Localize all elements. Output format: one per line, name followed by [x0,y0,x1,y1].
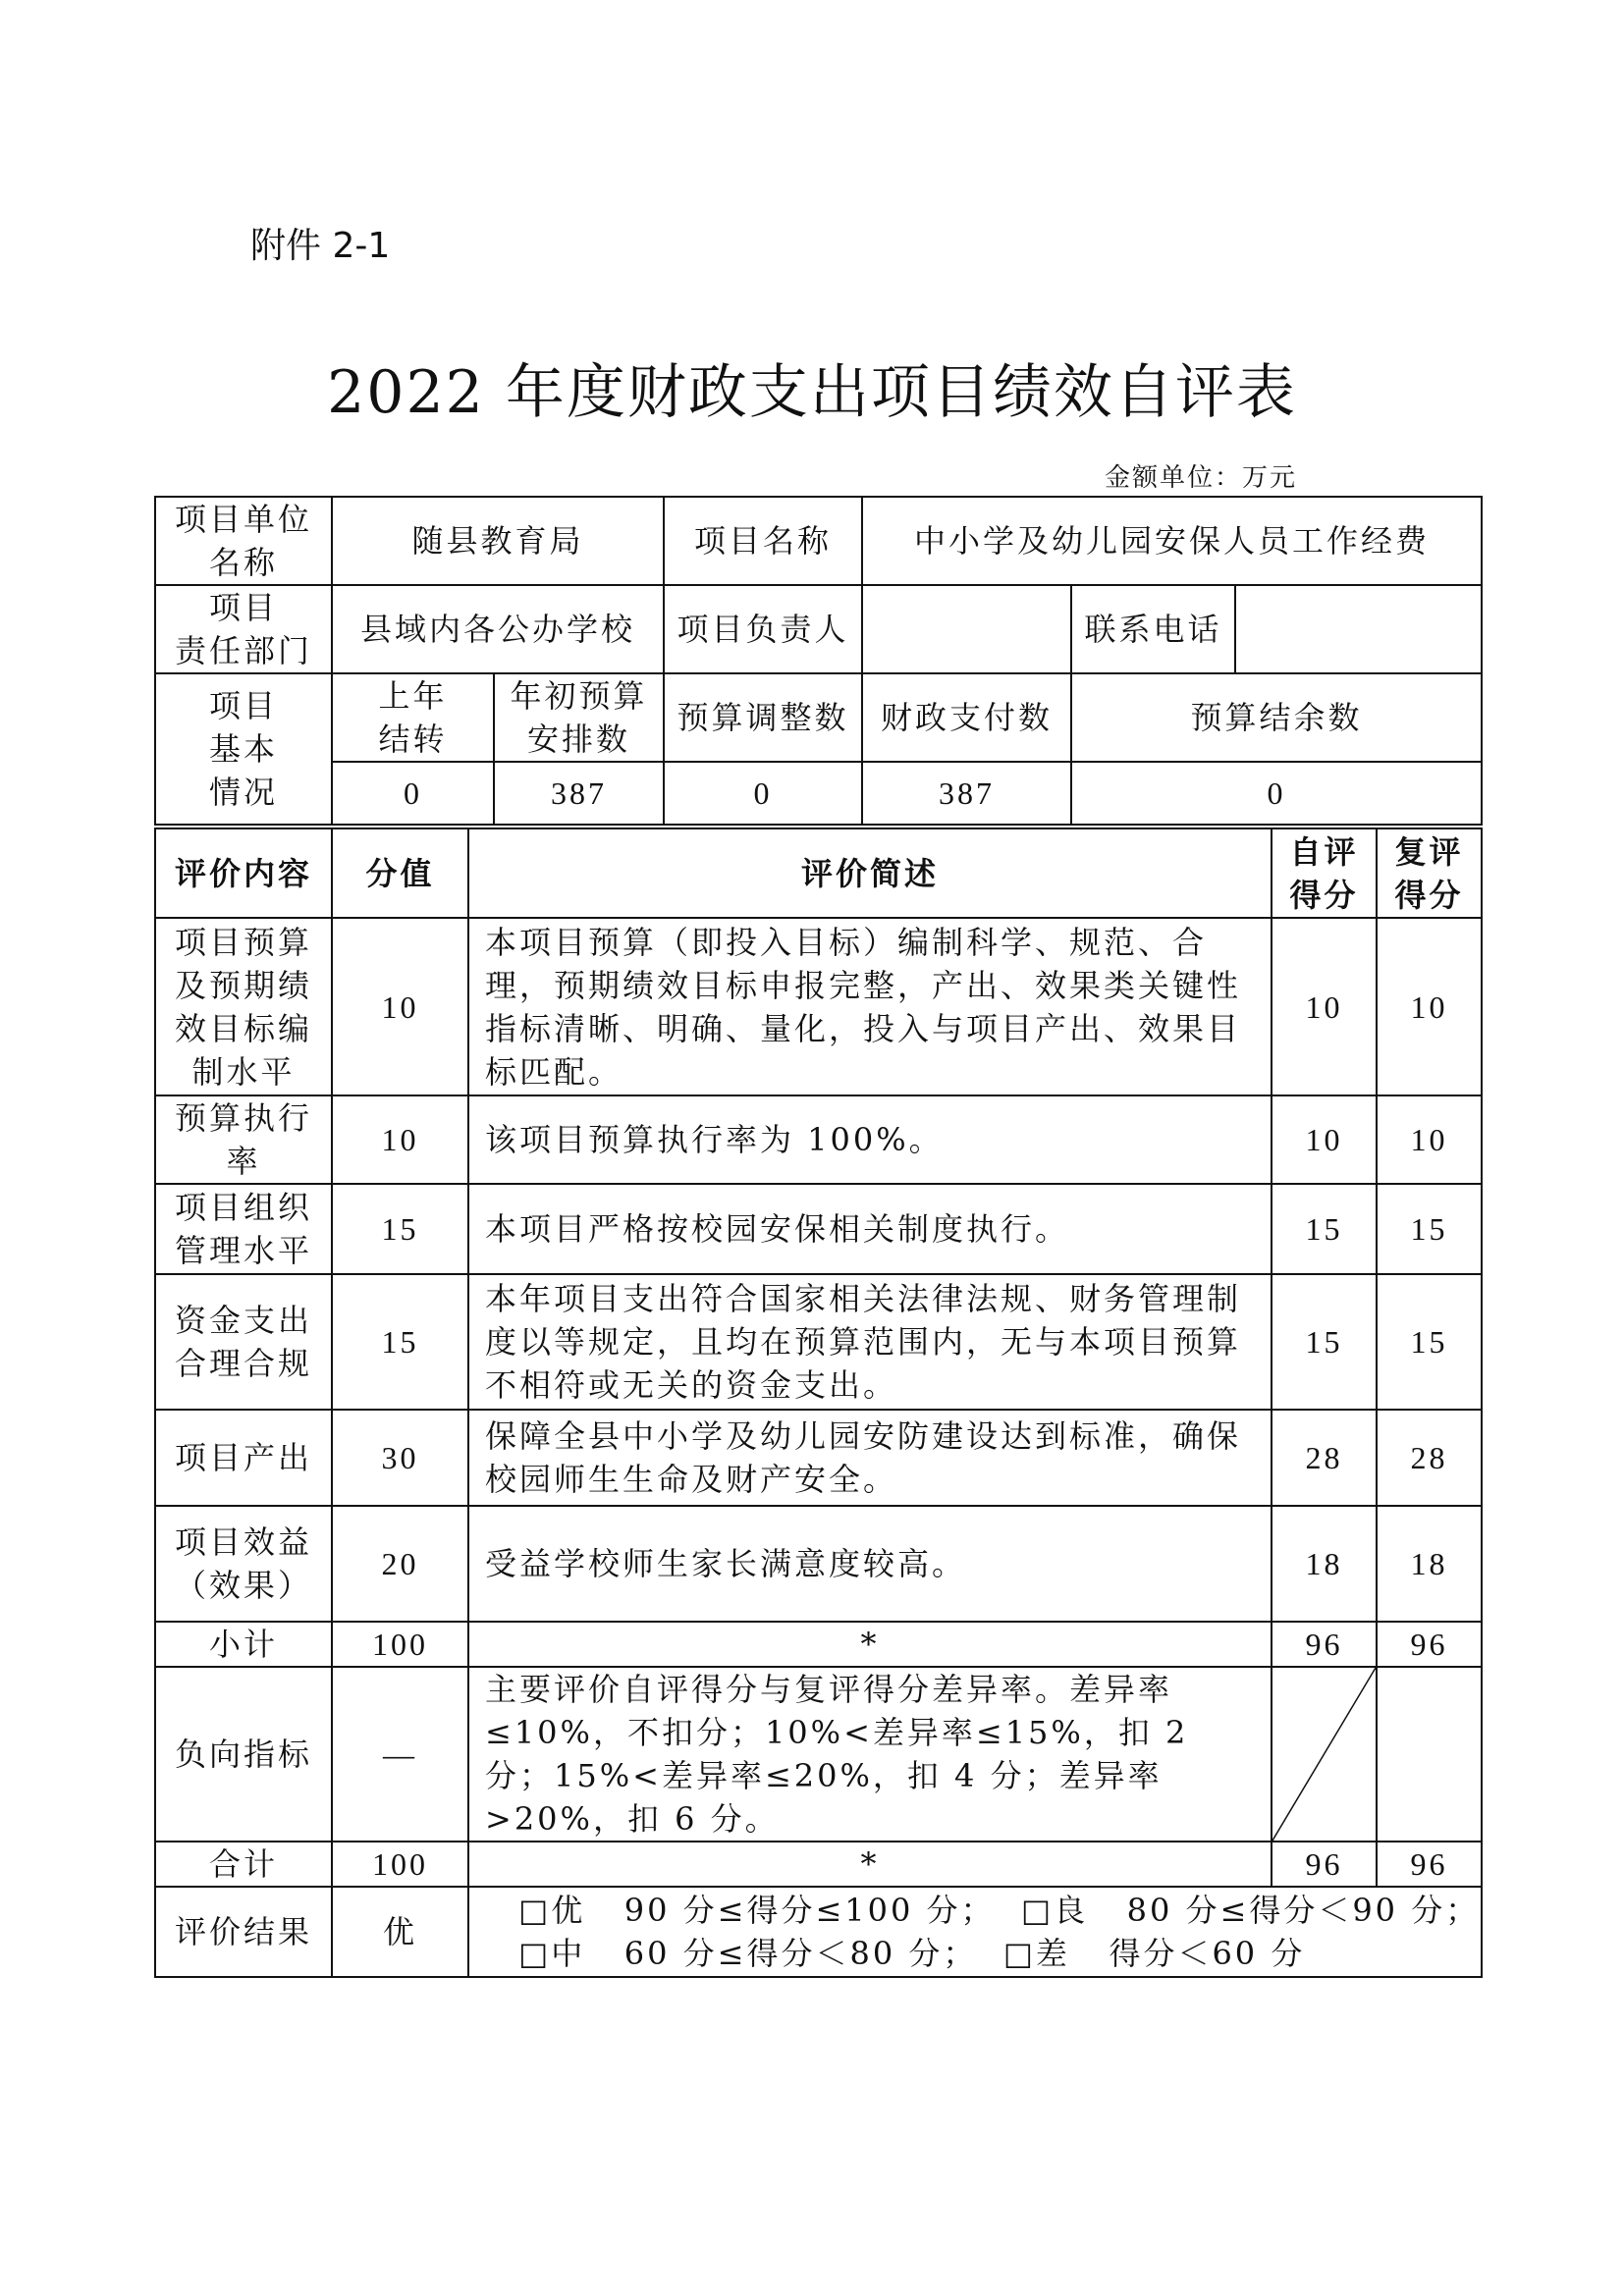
basic-info-label: 项目 基本 情况 [155,673,332,825]
result-grade: 优 [332,1887,468,1977]
row-self-score: 18 [1272,1506,1377,1622]
review-score-header: 复评得分 [1377,828,1482,918]
total-self-score: 96 [1272,1842,1377,1887]
row-review-score: 10 [1377,1095,1482,1184]
total-review-score: 96 [1377,1842,1482,1887]
row-score: 15 [332,1184,468,1274]
attachment-label: 附件 2-1 [250,226,391,266]
page-title: 2022 年度财政支出项目绩效自评表 [327,358,1297,427]
row-score: 10 [332,918,468,1095]
summary-header: 评价简述 [468,828,1272,918]
row-content: 预算执行率 [155,1095,332,1184]
leader-label: 项目负责人 [664,585,862,673]
row-score: 15 [332,1274,468,1410]
table-row [155,1095,1482,1184]
table-row [155,1410,1482,1506]
negative-summary: 主要评价自评得分与复评得分差异率。差异率≤10%，不扣分；10%<差异率≤15%，扣 2 分；15%<差异率≤20%，扣 4 分；差异率>20%，扣 6 分。 [468,1667,1272,1842]
table-row [155,918,1482,1095]
row-content: 项目效益（效果） [155,1506,332,1622]
score-header: 分值 [332,828,468,918]
table-row [155,1274,1482,1410]
diagonal-slash-cell [1272,1667,1377,1842]
row-content: 项目产出 [155,1410,332,1506]
dept-label: 项目 责任部门 [155,585,332,673]
grade-options [468,1887,1482,1977]
unit-name-label: 项目单位名称 [155,497,332,585]
result-label: 评价结果 [155,1887,332,1977]
negative-review-empty [1377,1667,1482,1842]
project-info-table [154,496,1483,826]
initial-budget-header: 年初预算 安排数 [494,673,664,762]
row-summary: 本项目预算（即投入目标）编制科学、规范、合理，预期绩效目标申报完整，产出、效果类关键性指标清晰、明确、量化，投入与项目产出、效果目标匹配。 [468,918,1272,1095]
subtotal-self-score: 96 [1272,1622,1377,1667]
diagonal-line [1272,1668,1376,1841]
budget-balance-value: 0 [1071,762,1482,825]
dept-value: 县域内各公办学校 [332,585,664,673]
fiscal-paid-header: 财政支付数 [862,673,1071,762]
project-name-value: 中小学及幼儿园安保人员工作经费 [862,497,1482,585]
prev-carryover-header: 上年 结转 [332,673,494,762]
total-row [155,1842,1482,1887]
project-name-label: 项目名称 [664,497,862,585]
subtotal-summary: * [468,1622,1272,1667]
result-row [155,1887,1482,1977]
row-summary: 受益学校师生家长满意度较高。 [468,1506,1272,1622]
row-self-score: 10 [1272,918,1377,1095]
total-summary: * [468,1842,1272,1887]
grade-options-line1: □优 90 分≤得分≤100 分； □良 80 分≤得分＜90 分； [518,1892,1481,1929]
row-content: 资金支出合理合规 [155,1274,332,1410]
evaluation-table [154,828,1483,1978]
prev-carryover-value: 0 [332,762,494,825]
row-review-score: 10 [1377,918,1482,1095]
amount-unit: 金额单位：万元 [1105,463,1298,493]
row-summary: 本年项目支出符合国家相关法律法规、财务管理制度以等规定，且均在预算范围内，无与本项目预算不相符或无关的资金支出。 [468,1274,1272,1410]
budget-adjust-value: 0 [664,762,862,825]
negative-label: 负向指标 [155,1667,332,1842]
row-self-score: 10 [1272,1095,1377,1184]
row-content: 项目组织管理水平 [155,1184,332,1274]
row-score: 10 [332,1095,468,1184]
row-score: 30 [332,1410,468,1506]
row-summary: 保障全县中小学及幼儿园安防建设达到标准，确保校园师生生命及财产安全。 [468,1410,1272,1506]
row-content: 项目预算及预期绩效目标编制水平 [155,918,332,1095]
row-review-score: 28 [1377,1410,1482,1506]
subtotal-review-score: 96 [1377,1622,1482,1667]
self-score-header: 自评得分 [1272,828,1377,918]
row-review-score: 18 [1377,1506,1482,1622]
row-self-score: 15 [1272,1184,1377,1274]
total-score: 100 [332,1842,468,1887]
table-row [155,1506,1482,1622]
subtotal-row [155,1622,1482,1667]
grade-options-line2: □中 60 分≤得分＜80 分； □差 得分＜60 分 [518,1935,1306,1972]
row-self-score: 28 [1272,1410,1377,1506]
initial-budget-value: 387 [494,762,664,825]
leader-value [862,585,1071,673]
row-score: 20 [332,1506,468,1622]
fiscal-paid-value: 387 [862,762,1071,825]
table-row [155,1184,1482,1274]
subtotal-score: 100 [332,1622,468,1667]
subtotal-label: 小计 [155,1622,332,1667]
row-self-score: 15 [1272,1274,1377,1410]
phone-label: 联系电话 [1071,585,1235,673]
row-summary: 本项目严格按校园安保相关制度执行。 [468,1184,1272,1274]
row-summary: 该项目预算执行率为 100%。 [468,1095,1272,1184]
total-label: 合计 [155,1842,332,1887]
unit-name-value: 随县教育局 [332,497,664,585]
negative-score: — [332,1667,468,1842]
negative-indicator-row [155,1667,1482,1842]
budget-balance-header: 预算结余数 [1071,673,1482,762]
budget-adjust-header: 预算调整数 [664,673,862,762]
content-header: 评价内容 [155,828,332,918]
row-review-score: 15 [1377,1184,1482,1274]
row-review-score: 15 [1377,1274,1482,1410]
phone-value [1235,585,1482,673]
